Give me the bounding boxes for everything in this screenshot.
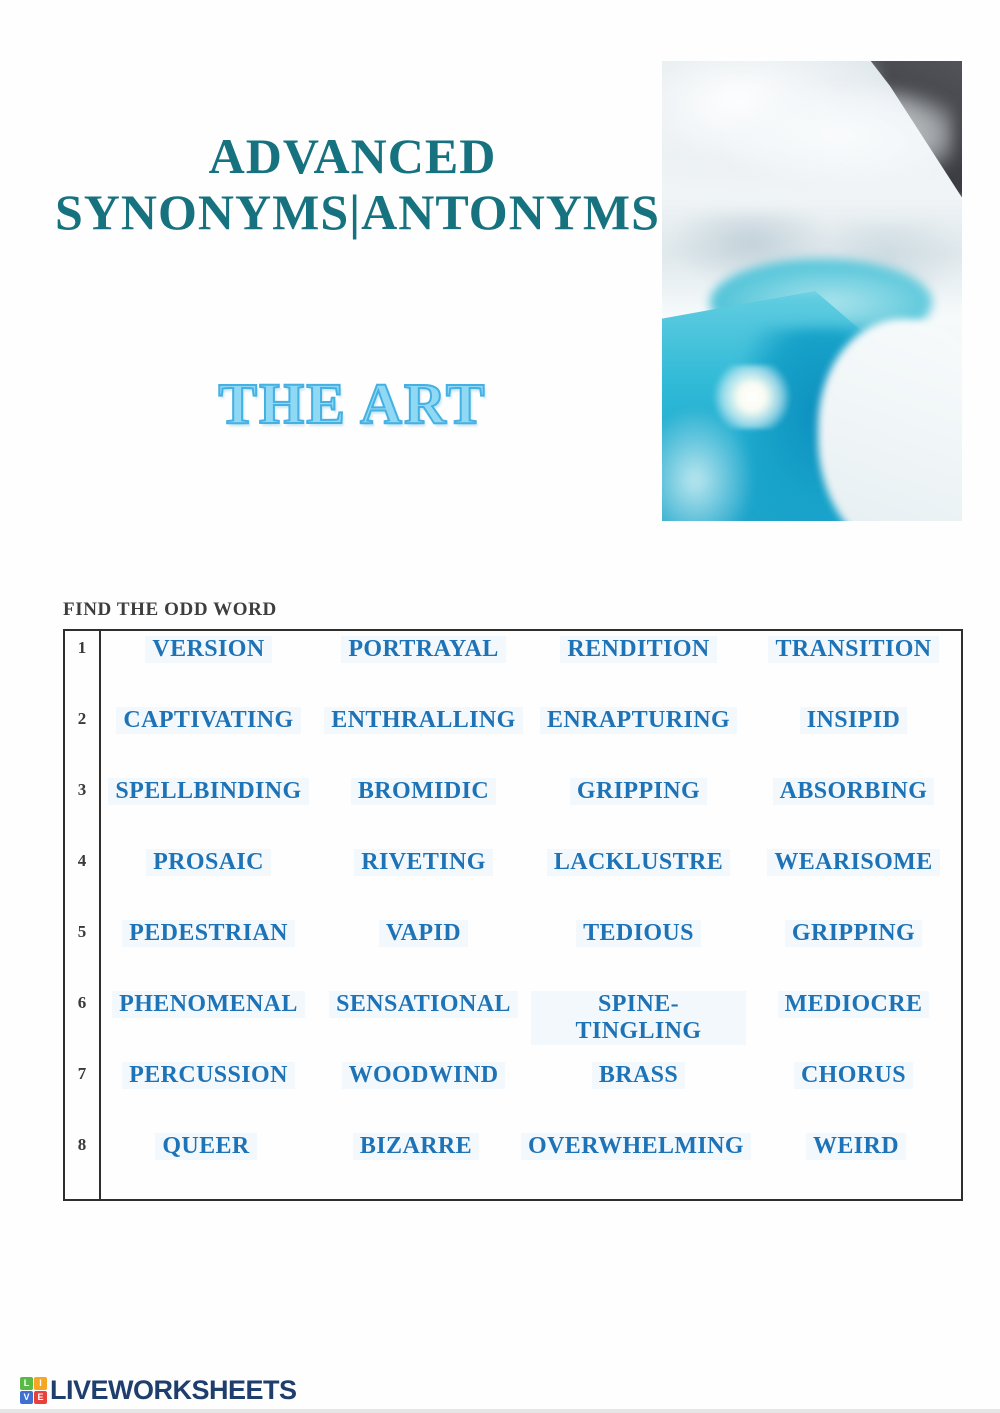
table-row: [65, 844, 961, 915]
word-option[interactable]: WEARISOME: [767, 849, 939, 876]
word-cell: [746, 702, 961, 773]
word-cell: [531, 1057, 746, 1128]
row-number: 5: [65, 915, 101, 986]
word-cell: [311, 1128, 521, 1199]
word-cell: [746, 915, 961, 986]
word-cell: [101, 915, 316, 986]
row-number: 6: [65, 986, 101, 1057]
table-row: [65, 631, 961, 702]
word-option[interactable]: OVERWHELMING: [521, 1133, 751, 1160]
word-cell: [531, 915, 746, 986]
glacier-pool-photo: [662, 61, 962, 521]
exercise-heading: FIND THE ODD WORD: [63, 599, 277, 620]
word-option[interactable]: RIVETING: [354, 849, 493, 876]
word-cell: [531, 773, 746, 844]
word-option[interactable]: BIZARRE: [353, 1133, 479, 1160]
word-option[interactable]: SENSATIONAL: [329, 991, 518, 1018]
page-subtitle: THE ART: [218, 371, 487, 436]
word-cell: [101, 1128, 311, 1199]
word-option[interactable]: TEDIOUS: [576, 920, 701, 947]
table-row: [65, 773, 961, 844]
word-cell: [101, 631, 316, 702]
word-option[interactable]: BROMIDIC: [351, 778, 496, 805]
word-cell: [316, 773, 531, 844]
word-option[interactable]: PHENOMENAL: [112, 991, 305, 1018]
table-row: [65, 702, 961, 773]
page-bottom-edge: [0, 1409, 1000, 1413]
word-cell: [746, 986, 961, 1057]
word-option[interactable]: LACKLUSTRE: [547, 849, 730, 876]
word-option[interactable]: CHORUS: [794, 1062, 913, 1089]
liveworksheets-logo-text: LIVEWORKSHEETS: [50, 1375, 297, 1405]
word-option[interactable]: PORTRAYAL: [341, 636, 505, 663]
word-cell: [521, 1128, 751, 1199]
word-option[interactable]: WEIRD: [806, 1133, 906, 1160]
word-option[interactable]: GRIPPING: [570, 778, 707, 805]
word-option[interactable]: INSIPID: [800, 707, 908, 734]
word-option[interactable]: VERSION: [145, 636, 271, 663]
word-cell: [316, 844, 531, 915]
word-cell: [316, 702, 531, 773]
word-cell: [531, 844, 746, 915]
word-cell: [746, 773, 961, 844]
liveworksheets-logo[interactable]: [20, 1375, 297, 1406]
word-option[interactable]: SPINE-TINGLING: [531, 991, 746, 1045]
word-option[interactable]: SPELLBINDING: [108, 778, 308, 805]
word-cell: [316, 631, 531, 702]
row-number: 1: [65, 631, 101, 702]
word-cell: [746, 1057, 961, 1128]
word-option[interactable]: QUEER: [155, 1133, 256, 1160]
title-line-2: SYNONYMS|ANTONYMS: [55, 184, 660, 240]
word-cell: [531, 702, 746, 773]
word-cell: [316, 986, 531, 1057]
word-cell: [746, 844, 961, 915]
odd-word-table: [63, 629, 963, 1201]
word-option[interactable]: BRASS: [592, 1062, 685, 1089]
table-row: [65, 1057, 961, 1128]
word-cell: [316, 1057, 531, 1128]
word-option[interactable]: PEDESTRIAN: [122, 920, 295, 947]
word-option[interactable]: PROSAIC: [146, 849, 271, 876]
word-option[interactable]: WOODWIND: [342, 1062, 506, 1089]
word-cell: [101, 773, 316, 844]
word-cell: [101, 1057, 316, 1128]
word-option[interactable]: ENTHRALLING: [324, 707, 522, 734]
table-row: [65, 915, 961, 986]
title-line-1: ADVANCED: [208, 128, 497, 184]
word-option[interactable]: ABSORBING: [773, 778, 935, 805]
logo-tile-e: E: [34, 1391, 47, 1404]
word-option[interactable]: RENDITION: [560, 636, 716, 663]
sun-reflection-shape: [710, 365, 794, 429]
liveworksheets-icon: [20, 1377, 47, 1404]
word-cell: [101, 702, 316, 773]
word-cell: [531, 631, 746, 702]
word-option[interactable]: ENRAPTURING: [540, 707, 737, 734]
logo-tile-l: L: [20, 1377, 33, 1390]
row-number: 8: [65, 1128, 101, 1199]
table-row: [65, 986, 961, 1057]
logo-tile-i: I: [34, 1377, 47, 1390]
word-cell: [101, 986, 316, 1057]
row-number: 7: [65, 1057, 101, 1128]
word-option[interactable]: TRANSITION: [768, 636, 938, 663]
word-option[interactable]: MEDIOCRE: [778, 991, 930, 1018]
word-option[interactable]: GRIPPING: [785, 920, 922, 947]
table-row: [65, 1128, 961, 1199]
page-title: [55, 128, 660, 240]
word-option[interactable]: VAPID: [379, 920, 468, 947]
row-number: 3: [65, 773, 101, 844]
word-cell: [531, 986, 746, 1057]
logo-tile-v: V: [20, 1391, 33, 1404]
row-number: 4: [65, 844, 101, 915]
cloud-shape: [728, 89, 953, 181]
word-cell: [746, 631, 961, 702]
word-option[interactable]: PERCUSSION: [122, 1062, 295, 1089]
word-cell: [316, 915, 531, 986]
word-cell: [101, 844, 316, 915]
word-cell: [751, 1128, 961, 1199]
word-option[interactable]: CAPTIVATING: [116, 707, 300, 734]
row-number: 2: [65, 702, 101, 773]
